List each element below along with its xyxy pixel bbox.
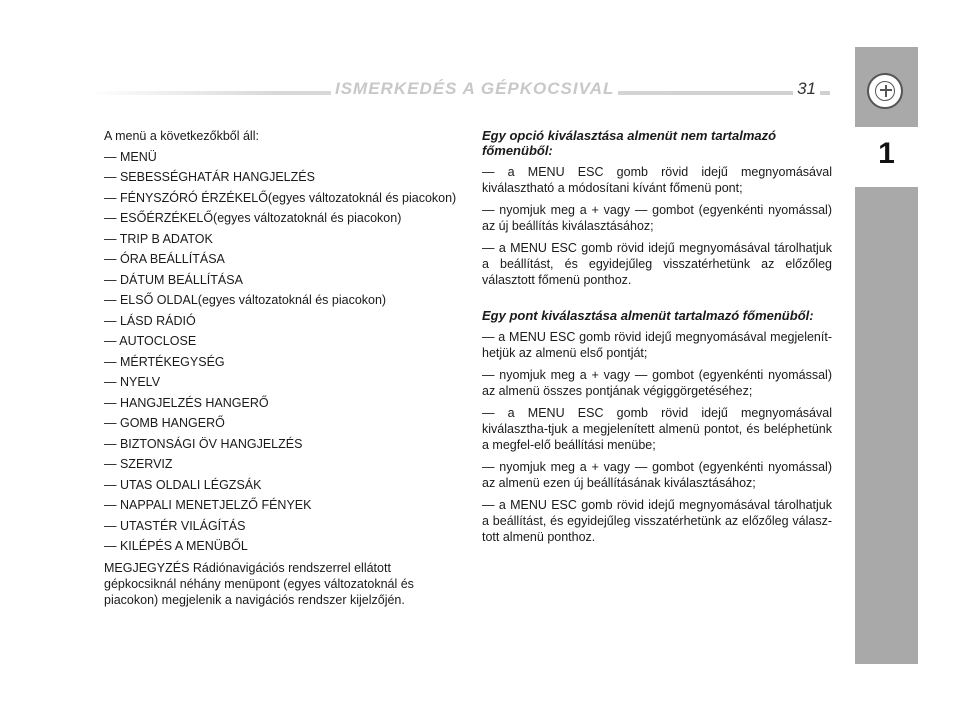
menu-item: — UTAS OLDALI LÉGZSÁK	[104, 477, 262, 492]
menu-item: — SEBESSÉGHATÁR HANGJELZÉS	[104, 170, 315, 184]
menu-item: — ÓRA BEÁLLÍTÁSA	[104, 252, 225, 266]
instruction-paragraph: — a MENU ESC gomb rövid idejű megnyomásával tárolhatjuk a beállítást, és egyidejűleg visszatérhetünk az előzőleg válasz-tott almenü ponthoz.	[482, 498, 832, 544]
alfa-romeo-logo-icon	[867, 73, 903, 109]
menu-item: — AUTOCLOSE	[104, 334, 197, 348]
menu-item: — ESŐÉRZÉKELŐ(egyes változatoknál és piacokon)	[104, 211, 402, 225]
logo-cross-horizontal	[880, 89, 892, 91]
menu-intro: A menü a következőkből áll:	[104, 129, 259, 143]
menu-item: — FÉNYSZÓRÓ ÉRZÉKELŐ(egyes változatoknál és piacokon)	[104, 190, 457, 205]
menu-item: — LÁSD RÁDIÓ	[104, 313, 196, 328]
instruction-paragraph: — a MENU ESC gomb rövid idejű megnyomásával megjelenít-hetjük az almenü első pontját;	[482, 330, 832, 360]
menu-item: — MÉRTÉKEGYSÉG	[104, 354, 225, 369]
instruction-paragraph: — nyomjuk meg a + vagy — gombot (egyenkénti nyomással) az almenü összes pontjának végiggörgetéséhez;	[482, 368, 832, 398]
chapter-sidebar	[855, 47, 918, 664]
menu-item: — BIZTONSÁGI ÖV HANGJELZÉS	[104, 436, 303, 451]
logo-cross-vertical	[885, 85, 887, 97]
menu-item: — NYELV	[104, 375, 161, 389]
instruction-paragraph: — a MENU ESC gomb rövid idejű megnyomásával kiválasztható a módosítani kívánt főmenü pont;	[482, 165, 832, 195]
page-title: ISMERKEDÉS A GÉPKOCSIVAL	[331, 79, 618, 99]
left-column	[104, 126, 464, 608]
page-header	[88, 75, 830, 105]
menu-item: — KILÉPÉS A MENÜBŐL	[104, 539, 248, 553]
note-paragraph: MEGJEGYZÉS Rádiónavigációs rendszerrel ellátott gépkocsiknál néhány menüpont (egyes változatoknál és piacokon) megjelenik a navigációs rendszer kijelzőjén.	[104, 560, 414, 607]
logo-inner-ring	[875, 81, 895, 101]
instruction-paragraph: — nyomjuk meg a + vagy — gombot (egyenkénti nyomással) az almenü ezen új beállításának kiválasztásához;	[482, 460, 832, 490]
menu-item: — DÁTUM BEÁLLÍTÁSA	[104, 272, 243, 287]
page-number: 31	[793, 79, 820, 99]
menu-item: — HANGJELZÉS HANGERŐ	[104, 395, 269, 410]
menu-item: — ELSŐ OLDAL(egyes változatoknál és piacokon)	[104, 293, 387, 307]
section-heading: Egy opció kiválasztása almenüt nem tartalmazó főmenüből:	[482, 128, 777, 158]
instruction-paragraph: — a MENU ESC gomb rövid idejű megnyomásával tárolhatjuk a beállítást, és egyidejűleg visszatérhetünk az előzőleg választott főmenü ponthoz.	[482, 241, 832, 287]
chapter-number: 1	[878, 137, 895, 170]
menu-item: — TRIP B ADATOK	[104, 231, 213, 246]
instruction-paragraph: — a MENU ESC gomb rövid idejű megnyomásával kiválasztha-tjuk a megjelenített almenü pontot, és beléphetünk a megfel-elő beállítási menübe;	[482, 406, 832, 452]
menu-item: — MENÜ	[104, 149, 157, 164]
section-spacer	[482, 294, 832, 308]
chapter-tab[interactable]	[855, 127, 918, 187]
section-heading: Egy pont kiválasztása almenüt tartalmazó főmenüből:	[482, 308, 814, 323]
instruction-paragraph: — nyomjuk meg a + vagy — gombot (egyenkénti nyomással) az új beállítás kiválasztásához;	[482, 203, 832, 233]
right-column	[482, 128, 832, 551]
menu-item: — NAPPALI MENETJELZŐ FÉNYEK	[104, 498, 312, 512]
menu-item: — GOMB HANGERŐ	[104, 416, 225, 430]
menu-item: — UTASTÉR VILÁGÍTÁS	[104, 518, 246, 533]
menu-item: — SZERVIZ	[104, 457, 173, 471]
